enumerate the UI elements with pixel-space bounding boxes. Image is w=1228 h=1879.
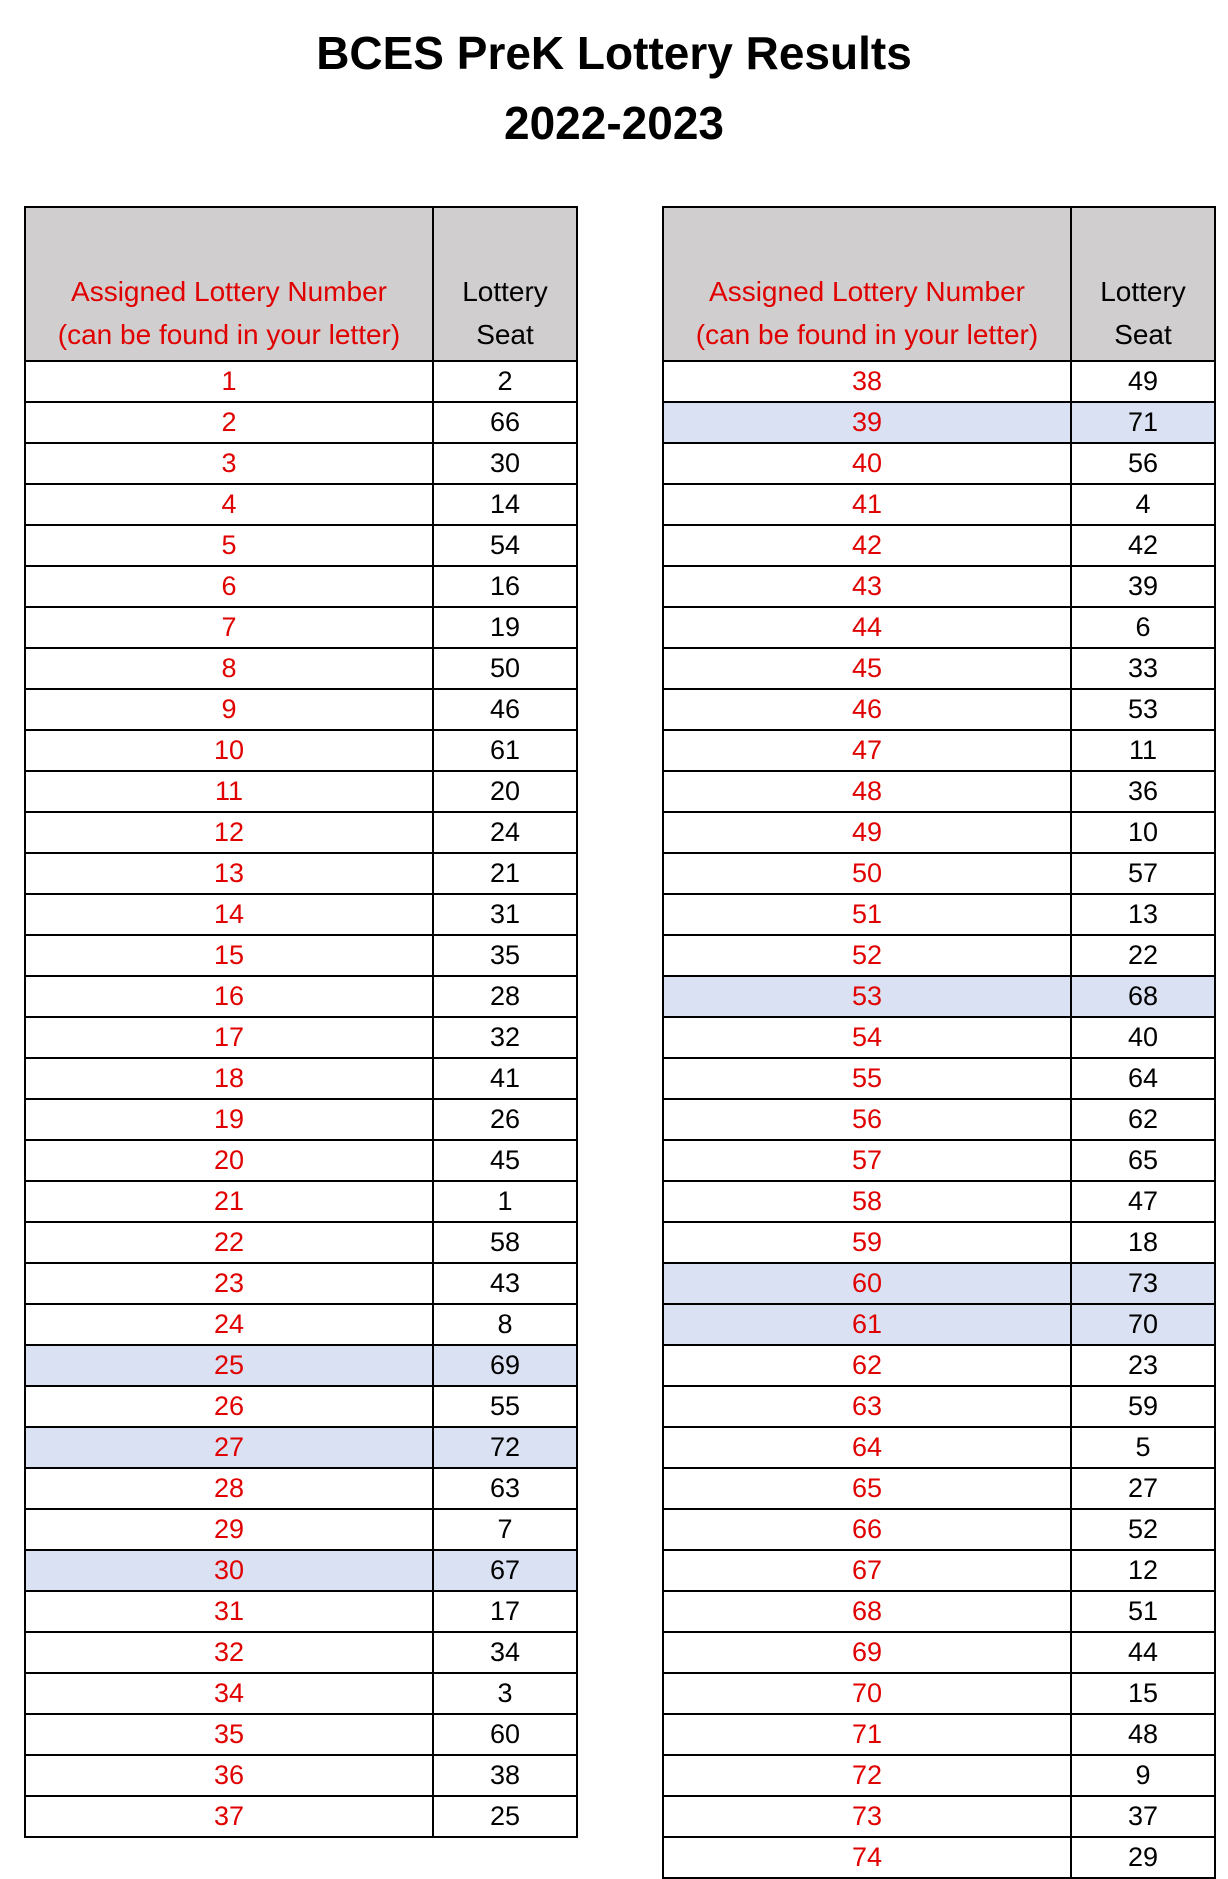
table-row xyxy=(25,730,577,771)
table-row xyxy=(663,1632,1215,1673)
lottery-seat-cell: 62 xyxy=(1071,1099,1215,1140)
lottery-seat-cell: 21 xyxy=(433,853,577,894)
assigned-number-cell: 2 xyxy=(25,402,433,443)
lottery-seat-cell: 38 xyxy=(433,1755,577,1796)
header-row xyxy=(663,207,1215,361)
lottery-seat-cell: 16 xyxy=(433,566,577,607)
lottery-seat-cell: 5 xyxy=(1071,1427,1215,1468)
lottery-seat-cell: 23 xyxy=(1071,1345,1215,1386)
assigned-number-cell: 46 xyxy=(663,689,1071,730)
assigned-number-cell: 51 xyxy=(663,894,1071,935)
lottery-seat-cell: 71 xyxy=(1071,402,1215,443)
assigned-number-cell: 9 xyxy=(25,689,433,730)
table-row xyxy=(663,607,1215,648)
lottery-seat-cell: 29 xyxy=(1071,1837,1215,1878)
lottery-seat-header xyxy=(433,207,577,361)
assigned-number-cell: 20 xyxy=(25,1140,433,1181)
assigned-number-cell: 63 xyxy=(663,1386,1071,1427)
assigned-number-cell: 62 xyxy=(663,1345,1071,1386)
lottery-seat-cell: 53 xyxy=(1071,689,1215,730)
assigned-number-cell: 10 xyxy=(25,730,433,771)
table-row xyxy=(663,1550,1215,1591)
assigned-number-cell: 56 xyxy=(663,1099,1071,1140)
lottery-seat-header-line-2: Seat xyxy=(476,319,534,350)
assigned-number-cell: 41 xyxy=(663,484,1071,525)
assigned-number-cell: 1 xyxy=(25,361,433,402)
lottery-table-right xyxy=(662,206,1216,1879)
table-row xyxy=(25,1796,577,1837)
lottery-seat-cell: 8 xyxy=(433,1304,577,1345)
table-row xyxy=(663,1222,1215,1263)
lottery-seat-cell: 1 xyxy=(433,1181,577,1222)
lottery-seat-cell: 72 xyxy=(433,1427,577,1468)
lottery-seat-cell: 46 xyxy=(433,689,577,730)
assigned-number-cell: 67 xyxy=(663,1550,1071,1591)
assigned-number-cell: 53 xyxy=(663,976,1071,1017)
assigned-number-cell: 73 xyxy=(663,1796,1071,1837)
lottery-seat-cell: 56 xyxy=(1071,443,1215,484)
assigned-number-cell: 3 xyxy=(25,443,433,484)
table-row xyxy=(663,1058,1215,1099)
assigned-number-cell: 58 xyxy=(663,1181,1071,1222)
table-row xyxy=(25,525,577,566)
lottery-seat-cell: 7 xyxy=(433,1509,577,1550)
lottery-seat-cell: 60 xyxy=(433,1714,577,1755)
table-row xyxy=(25,1304,577,1345)
lottery-seat-cell: 55 xyxy=(433,1386,577,1427)
table-row xyxy=(25,566,577,607)
assigned-number-header xyxy=(25,207,433,361)
table-row xyxy=(25,1509,577,1550)
table-row xyxy=(663,1386,1215,1427)
table-row xyxy=(663,1140,1215,1181)
table-row xyxy=(663,1837,1215,1878)
table-row xyxy=(25,607,577,648)
lottery-seat-cell: 36 xyxy=(1071,771,1215,812)
assigned-number-cell: 45 xyxy=(663,648,1071,689)
assigned-number-cell: 12 xyxy=(25,812,433,853)
lottery-seat-cell: 70 xyxy=(1071,1304,1215,1345)
assigned-number-cell: 71 xyxy=(663,1714,1071,1755)
table-row xyxy=(25,648,577,689)
lottery-seat-cell: 9 xyxy=(1071,1755,1215,1796)
lottery-seat-cell: 45 xyxy=(433,1140,577,1181)
lottery-seat-cell: 2 xyxy=(433,361,577,402)
assigned-number-header xyxy=(663,207,1071,361)
assigned-number-cell: 19 xyxy=(25,1099,433,1140)
assigned-number-cell: 28 xyxy=(25,1468,433,1509)
table-row xyxy=(663,402,1215,443)
table-row xyxy=(25,1427,577,1468)
lottery-seat-cell: 12 xyxy=(1071,1550,1215,1591)
assigned-number-cell: 65 xyxy=(663,1468,1071,1509)
assigned-number-cell: 40 xyxy=(663,443,1071,484)
lottery-seat-cell: 30 xyxy=(433,443,577,484)
lottery-seat-cell: 25 xyxy=(433,1796,577,1837)
table-row xyxy=(25,484,577,525)
assigned-number-cell: 7 xyxy=(25,607,433,648)
table-row xyxy=(663,1468,1215,1509)
assigned-number-cell: 29 xyxy=(25,1509,433,1550)
lottery-seat-cell: 33 xyxy=(1071,648,1215,689)
table-row xyxy=(663,1796,1215,1837)
table-row xyxy=(663,935,1215,976)
lottery-seat-cell: 10 xyxy=(1071,812,1215,853)
table-row xyxy=(663,484,1215,525)
lottery-seat-cell: 22 xyxy=(1071,935,1215,976)
header-row xyxy=(25,207,577,361)
assigned-number-cell: 55 xyxy=(663,1058,1071,1099)
lottery-seat-cell: 39 xyxy=(1071,566,1215,607)
table-row xyxy=(25,1140,577,1181)
table-row xyxy=(663,1714,1215,1755)
lottery-seat-cell: 50 xyxy=(433,648,577,689)
assigned-number-cell: 61 xyxy=(663,1304,1071,1345)
lottery-seat-cell: 41 xyxy=(433,1058,577,1099)
lottery-seat-cell: 13 xyxy=(1071,894,1215,935)
table-row xyxy=(25,1632,577,1673)
assigned-number-header-line-1: Assigned Lottery Number xyxy=(709,276,1025,307)
page-title xyxy=(0,18,1228,158)
assigned-number-cell: 66 xyxy=(663,1509,1071,1550)
table-row xyxy=(663,894,1215,935)
table-row xyxy=(663,361,1215,402)
lottery-seat-cell: 49 xyxy=(1071,361,1215,402)
lottery-seat-cell: 17 xyxy=(433,1591,577,1632)
lottery-table-left xyxy=(24,206,578,1838)
lottery-seat-cell: 58 xyxy=(433,1222,577,1263)
lottery-seat-header-line-2: Seat xyxy=(1114,319,1172,350)
table-row xyxy=(663,1181,1215,1222)
lottery-seat-cell: 32 xyxy=(433,1017,577,1058)
table-row xyxy=(25,402,577,443)
assigned-number-cell: 42 xyxy=(663,525,1071,566)
table-row xyxy=(663,1263,1215,1304)
lottery-seat-cell: 24 xyxy=(433,812,577,853)
lottery-seat-cell: 4 xyxy=(1071,484,1215,525)
lottery-seat-cell: 15 xyxy=(1071,1673,1215,1714)
assigned-number-cell: 11 xyxy=(25,771,433,812)
assigned-number-cell: 24 xyxy=(25,1304,433,1345)
table-row xyxy=(25,1017,577,1058)
assigned-number-cell: 74 xyxy=(663,1837,1071,1878)
assigned-number-cell: 6 xyxy=(25,566,433,607)
lottery-seat-cell: 59 xyxy=(1071,1386,1215,1427)
table-row xyxy=(663,1304,1215,1345)
assigned-number-cell: 54 xyxy=(663,1017,1071,1058)
table-row xyxy=(25,1673,577,1714)
table-row xyxy=(25,1386,577,1427)
table-row xyxy=(25,1755,577,1796)
lottery-seat-cell: 14 xyxy=(433,484,577,525)
assigned-number-cell: 52 xyxy=(663,935,1071,976)
assigned-number-cell: 43 xyxy=(663,566,1071,607)
title-line-1: BCES PreK Lottery Results xyxy=(316,27,912,79)
assigned-number-cell: 48 xyxy=(663,771,1071,812)
table-row xyxy=(25,1058,577,1099)
assigned-number-cell: 60 xyxy=(663,1263,1071,1304)
assigned-number-cell: 72 xyxy=(663,1755,1071,1796)
assigned-number-cell: 34 xyxy=(25,1673,433,1714)
table-row xyxy=(663,853,1215,894)
lottery-seat-cell: 37 xyxy=(1071,1796,1215,1837)
assigned-number-cell: 68 xyxy=(663,1591,1071,1632)
assigned-number-cell: 13 xyxy=(25,853,433,894)
lottery-seat-cell: 48 xyxy=(1071,1714,1215,1755)
assigned-number-cell: 16 xyxy=(25,976,433,1017)
table-row xyxy=(25,1591,577,1632)
assigned-number-cell: 17 xyxy=(25,1017,433,1058)
assigned-number-cell: 5 xyxy=(25,525,433,566)
lottery-seat-cell: 51 xyxy=(1071,1591,1215,1632)
assigned-number-cell: 39 xyxy=(663,402,1071,443)
table-row xyxy=(25,1468,577,1509)
table-row xyxy=(663,1345,1215,1386)
lottery-seat-cell: 64 xyxy=(1071,1058,1215,1099)
assigned-number-cell: 35 xyxy=(25,1714,433,1755)
lottery-seat-cell: 6 xyxy=(1071,607,1215,648)
table-row xyxy=(663,812,1215,853)
lottery-seat-cell: 11 xyxy=(1071,730,1215,771)
assigned-number-cell: 49 xyxy=(663,812,1071,853)
table-row xyxy=(663,689,1215,730)
table-row xyxy=(25,771,577,812)
assigned-number-cell: 59 xyxy=(663,1222,1071,1263)
assigned-number-cell: 30 xyxy=(25,1550,433,1591)
assigned-number-cell: 26 xyxy=(25,1386,433,1427)
assigned-number-cell: 15 xyxy=(25,935,433,976)
lottery-seat-cell: 69 xyxy=(433,1345,577,1386)
lottery-seat-cell: 26 xyxy=(433,1099,577,1140)
table-row xyxy=(663,1591,1215,1632)
table-row xyxy=(663,1017,1215,1058)
assigned-number-cell: 47 xyxy=(663,730,1071,771)
assigned-number-cell: 25 xyxy=(25,1345,433,1386)
assigned-number-cell: 32 xyxy=(25,1632,433,1673)
table-row xyxy=(663,976,1215,1017)
assigned-number-cell: 38 xyxy=(663,361,1071,402)
table-row xyxy=(25,935,577,976)
table-row xyxy=(25,361,577,402)
table-row xyxy=(25,976,577,1017)
lottery-seat-cell: 67 xyxy=(433,1550,577,1591)
table-row xyxy=(25,1222,577,1263)
assigned-number-cell: 18 xyxy=(25,1058,433,1099)
assigned-number-cell: 8 xyxy=(25,648,433,689)
table-row xyxy=(663,566,1215,607)
table-row xyxy=(663,1673,1215,1714)
lottery-seat-cell: 28 xyxy=(433,976,577,1017)
lottery-seat-cell: 63 xyxy=(433,1468,577,1509)
assigned-number-cell: 31 xyxy=(25,1591,433,1632)
lottery-seat-cell: 52 xyxy=(1071,1509,1215,1550)
table-row xyxy=(663,771,1215,812)
lottery-seat-cell: 42 xyxy=(1071,525,1215,566)
table-row xyxy=(663,1755,1215,1796)
table-row xyxy=(663,730,1215,771)
table-row xyxy=(25,853,577,894)
table-row xyxy=(25,894,577,935)
lottery-seat-cell: 34 xyxy=(433,1632,577,1673)
assigned-number-cell: 70 xyxy=(663,1673,1071,1714)
table-row xyxy=(663,648,1215,689)
table-row xyxy=(25,443,577,484)
table-row xyxy=(25,812,577,853)
table-row xyxy=(25,1181,577,1222)
table-row xyxy=(25,1345,577,1386)
assigned-number-cell: 21 xyxy=(25,1181,433,1222)
table-row xyxy=(663,443,1215,484)
assigned-number-cell: 64 xyxy=(663,1427,1071,1468)
table-row xyxy=(25,1550,577,1591)
lottery-seat-header-line-1: Lottery xyxy=(1100,276,1186,307)
lottery-seat-header-line-1: Lottery xyxy=(462,276,548,307)
table-row xyxy=(25,1099,577,1140)
lottery-seat-cell: 73 xyxy=(1071,1263,1215,1304)
table-row xyxy=(663,1509,1215,1550)
table-row xyxy=(663,525,1215,566)
assigned-number-cell: 14 xyxy=(25,894,433,935)
assigned-number-cell: 44 xyxy=(663,607,1071,648)
lottery-seat-cell: 43 xyxy=(433,1263,577,1304)
assigned-number-cell: 36 xyxy=(25,1755,433,1796)
lottery-seat-cell: 47 xyxy=(1071,1181,1215,1222)
lottery-seat-cell: 54 xyxy=(433,525,577,566)
lottery-seat-cell: 27 xyxy=(1071,1468,1215,1509)
assigned-number-cell: 23 xyxy=(25,1263,433,1304)
lottery-seat-cell: 20 xyxy=(433,771,577,812)
table-row xyxy=(663,1099,1215,1140)
lottery-seat-cell: 68 xyxy=(1071,976,1215,1017)
lottery-seat-header xyxy=(1071,207,1215,361)
assigned-number-cell: 4 xyxy=(25,484,433,525)
assigned-number-header-line-1: Assigned Lottery Number xyxy=(71,276,387,307)
assigned-number-cell: 27 xyxy=(25,1427,433,1468)
assigned-number-cell: 37 xyxy=(25,1796,433,1837)
assigned-number-header-line-2: (can be found in your letter) xyxy=(695,319,1039,350)
table-row xyxy=(663,1427,1215,1468)
lottery-seat-cell: 19 xyxy=(433,607,577,648)
assigned-number-cell: 69 xyxy=(663,1632,1071,1673)
lottery-seat-cell: 66 xyxy=(433,402,577,443)
lottery-seat-cell: 40 xyxy=(1071,1017,1215,1058)
assigned-number-cell: 50 xyxy=(663,853,1071,894)
table-row xyxy=(25,689,577,730)
lottery-seat-cell: 31 xyxy=(433,894,577,935)
assigned-number-cell: 22 xyxy=(25,1222,433,1263)
lottery-seat-cell: 61 xyxy=(433,730,577,771)
lottery-seat-cell: 18 xyxy=(1071,1222,1215,1263)
title-line-2: 2022-2023 xyxy=(504,97,724,149)
lottery-seat-cell: 3 xyxy=(433,1673,577,1714)
table-row xyxy=(25,1714,577,1755)
lottery-seat-cell: 65 xyxy=(1071,1140,1215,1181)
lottery-seat-cell: 44 xyxy=(1071,1632,1215,1673)
assigned-number-header-line-2: (can be found in your letter) xyxy=(57,319,401,350)
lottery-seat-cell: 35 xyxy=(433,935,577,976)
assigned-number-cell: 57 xyxy=(663,1140,1071,1181)
table-row xyxy=(25,1263,577,1304)
lottery-seat-cell: 57 xyxy=(1071,853,1215,894)
